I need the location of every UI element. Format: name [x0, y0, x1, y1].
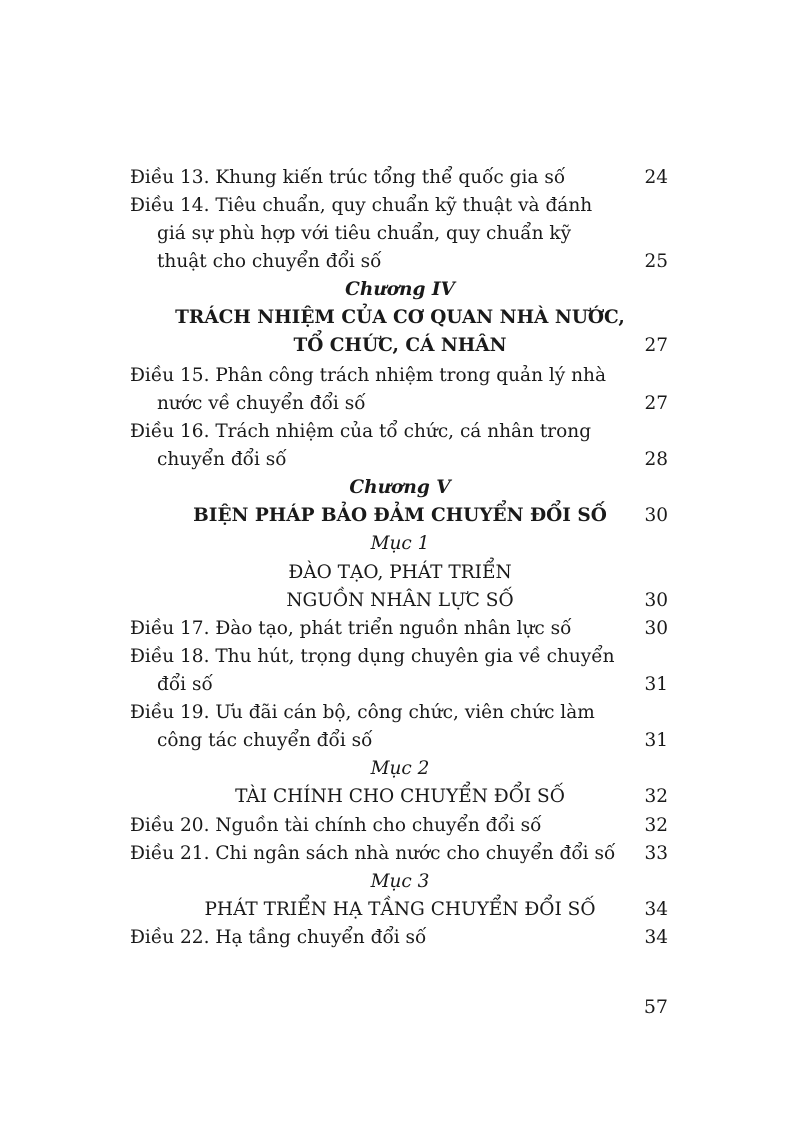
page-number: 32 — [644, 786, 668, 807]
entry-title: Điều 21. Chi ngân sách nhà nước cho chuyển đổi số — [130, 843, 616, 864]
entry-title: Điều 17. Đào tạo, phát triển nguồn nhân lực số — [130, 618, 572, 639]
entry-title-cont: nước về chuyển đổi số — [157, 393, 366, 414]
section-title: PHÁT TRIỂN HẠ TẦNG CHUYỂN ĐỔI SỐ — [204, 899, 596, 920]
chapter-title: TRÁCH NHIỆM CỦA CƠ QUAN NHÀ NƯỚC, — [175, 307, 625, 328]
section-title-muc-2 — [0, 783, 800, 811]
toc-entry-dieu-15 — [0, 362, 800, 390]
chapter-label: Chương V — [349, 477, 451, 498]
entry-title-cont: công tác chuyển đổi số — [157, 730, 373, 751]
chapter-title-iv-cont — [0, 332, 800, 360]
page-number: 25 — [644, 251, 668, 272]
chapter-label-iv — [0, 276, 800, 304]
entry-title: Điều 14. Tiêu chuẩn, quy chuẩn kỹ thuật và đánh — [130, 195, 593, 216]
page-number: 24 — [644, 167, 668, 188]
section-title-muc-1 — [0, 559, 800, 587]
page-number: 30 — [644, 590, 668, 611]
toc-entry-dieu-15-cont — [0, 390, 800, 418]
chapter-label-v — [0, 474, 800, 502]
section-label: Mục 3 — [370, 871, 430, 892]
chapter-title-v — [0, 502, 800, 530]
entry-title: Điều 15. Phân công trách nhiệm trong quản lý nhà — [130, 365, 606, 386]
page-number: 31 — [644, 674, 668, 695]
toc-entry-dieu-16-cont — [0, 446, 800, 474]
section-label-muc-3 — [0, 868, 800, 896]
toc-entry-dieu-14-cont — [0, 220, 800, 248]
page-number: 34 — [644, 899, 668, 920]
page-number: 28 — [644, 449, 668, 470]
entry-title: Điều 20. Nguồn tài chính cho chuyển đổi số — [130, 815, 542, 836]
section-title: ĐÀO TẠO, PHÁT TRIỂN — [288, 562, 512, 583]
page-number: 33 — [644, 843, 668, 864]
page-number: 27 — [644, 393, 668, 414]
toc-entry-dieu-18-cont — [0, 671, 800, 699]
chapter-label: Chương IV — [345, 279, 455, 300]
toc-entry-dieu-19 — [0, 699, 800, 727]
page-number: 27 — [644, 335, 668, 356]
toc-entry-dieu-20 — [0, 812, 800, 840]
toc-entry-dieu-16 — [0, 418, 800, 446]
toc-entry-dieu-21 — [0, 840, 800, 868]
entry-title-cont: giá sự phù hợp với tiêu chuẩn, quy chuẩn kỹ — [157, 223, 572, 244]
chapter-title: BIỆN PHÁP BẢO ĐẢM CHUYỂN ĐỔI SỐ — [193, 505, 607, 526]
section-title-muc-3 — [0, 896, 800, 924]
section-title: TÀI CHÍNH CHO CHUYỂN ĐỔI SỐ — [235, 786, 565, 807]
entry-title: Điều 18. Thu hút, trọng dụng chuyên gia về chuyển — [130, 646, 615, 667]
toc-entry-dieu-17 — [0, 615, 800, 643]
section-label-muc-1 — [0, 530, 800, 558]
toc-entry-dieu-14 — [0, 192, 800, 220]
entry-title-cont: đổi số — [157, 674, 213, 695]
toc-entry-dieu-14-cont — [0, 248, 800, 276]
section-label: Mục 1 — [370, 533, 430, 554]
toc-entry-dieu-13 — [0, 164, 800, 192]
page-number: 34 — [644, 927, 668, 948]
folio-page-number: 57 — [643, 996, 668, 1018]
section-label-muc-2 — [0, 755, 800, 783]
page-number: 30 — [644, 618, 668, 639]
page-number: 30 — [644, 505, 668, 526]
section-label: Mục 2 — [370, 758, 430, 779]
page-number: 31 — [644, 730, 668, 751]
entry-title-cont: chuyển đổi số — [157, 449, 287, 470]
entry-title: Điều 19. Ưu đãi cán bộ, công chức, viên chức làm — [130, 702, 595, 723]
entry-title: Điều 22. Hạ tầng chuyển đổi số — [130, 927, 427, 948]
toc-entry-dieu-18 — [0, 643, 800, 671]
entry-title: Điều 16. Trách nhiệm của tổ chức, cá nhân trong — [130, 421, 592, 442]
section-title-cont: NGUỒN NHÂN LỰC SỐ — [286, 590, 514, 611]
chapter-title-cont: TỔ CHỨC, CÁ NHÂN — [293, 335, 507, 356]
toc-entry-dieu-22 — [0, 924, 800, 952]
entry-title-cont: thuật cho chuyển đổi số — [157, 251, 382, 272]
entry-title: Điều 13. Khung kiến trúc tổng thể quốc gia số — [130, 167, 566, 188]
section-title-muc-1-cont — [0, 587, 800, 615]
toc-entry-dieu-19-cont — [0, 727, 800, 755]
chapter-title-iv — [0, 304, 800, 332]
page-number: 32 — [644, 815, 668, 836]
